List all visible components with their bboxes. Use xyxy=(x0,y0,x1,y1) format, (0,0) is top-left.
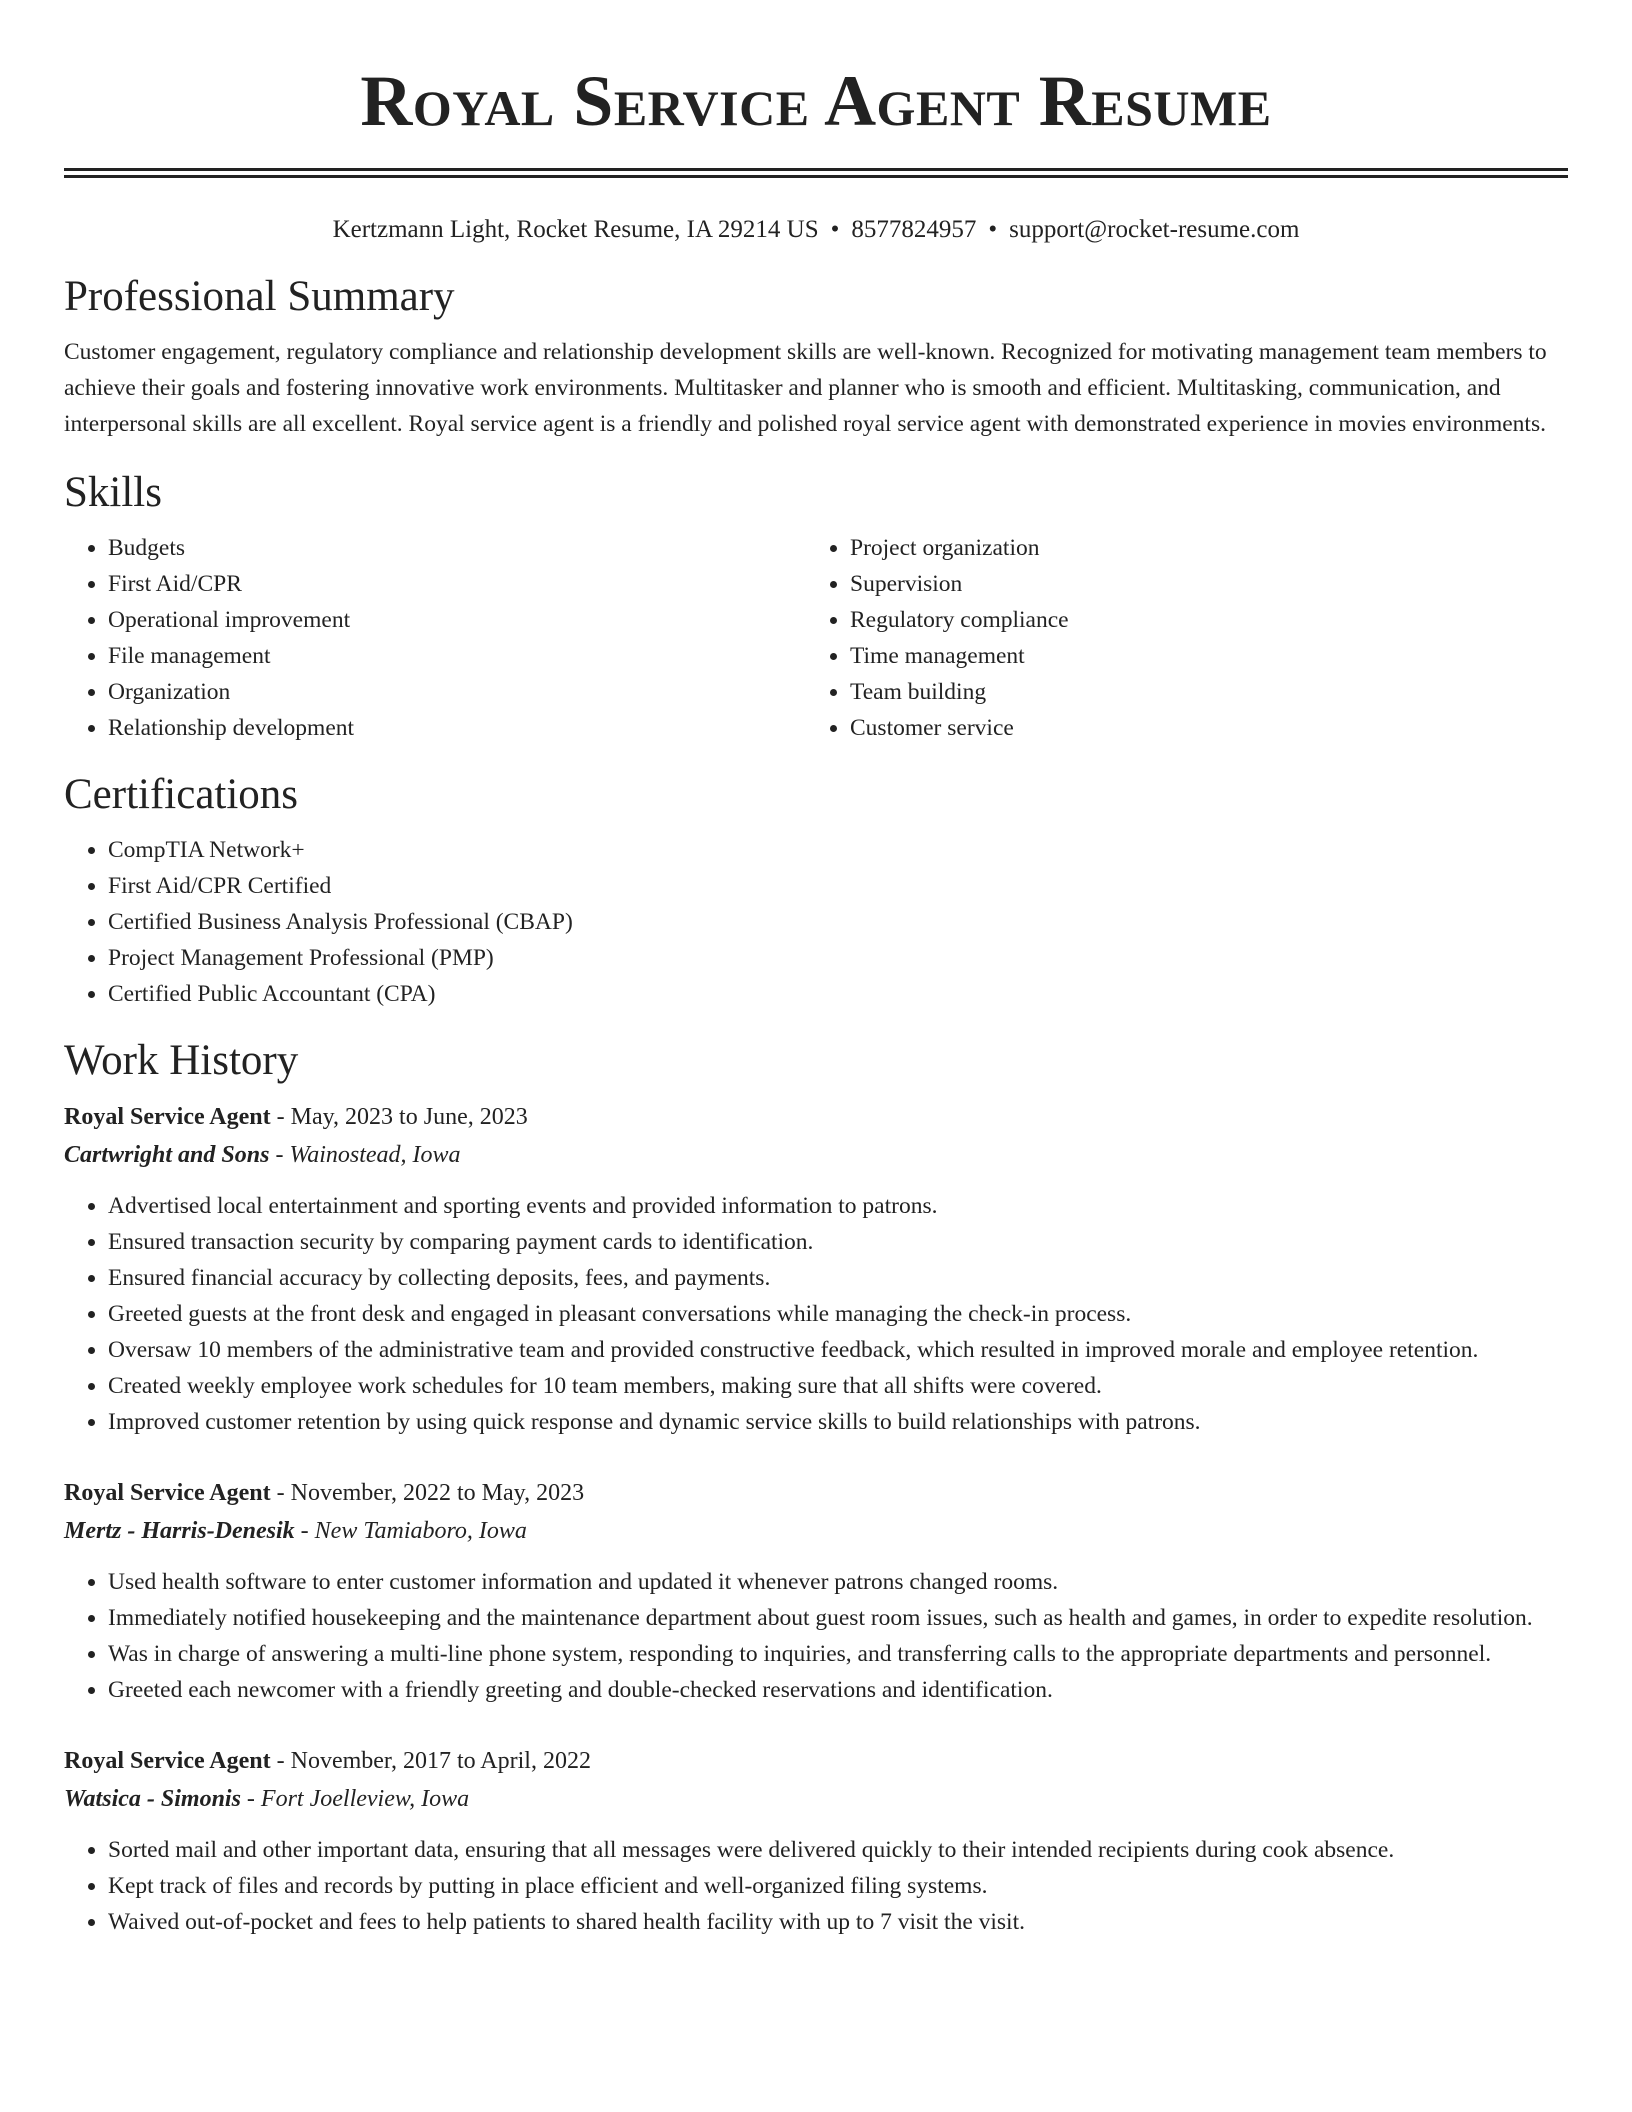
job-title: Royal Service Agent xyxy=(64,1104,271,1130)
skill-item: • Regulatory compliance xyxy=(850,602,1548,638)
job-company-line xyxy=(64,1512,1568,1550)
contact-phone: 8577824957 xyxy=(851,216,977,243)
skills-grid xyxy=(64,530,1568,746)
contact-separator: • xyxy=(830,216,840,243)
certification-item: • Certified Public Accountant (CPA) xyxy=(108,976,1568,1012)
job-title: Royal Service Agent xyxy=(64,1748,271,1774)
job-bullets xyxy=(64,1832,1568,1940)
job-dash: - xyxy=(270,1748,291,1774)
job-entry xyxy=(64,1742,1568,1940)
resume-page xyxy=(64,0,1568,1940)
job-company-line xyxy=(64,1136,1568,1174)
contact-line xyxy=(64,214,1568,246)
job-title-line xyxy=(64,1742,1568,1780)
job-bullet: • Kept track of files and records by putting in place efficient and well-organized filing systems. xyxy=(108,1868,1568,1904)
job-dash: - xyxy=(270,1104,291,1130)
job-bullet: • Created weekly employee work schedules for 10 team members, making sure that all shifts were covered. xyxy=(108,1368,1568,1404)
job-location: New Tamiaboro, Iowa xyxy=(314,1518,527,1544)
job-dates: May, 2023 to June, 2023 xyxy=(290,1104,528,1130)
job-bullet: • Used health software to enter customer information and updated it whenever patrons changed rooms. xyxy=(108,1564,1568,1600)
job-bullet: • Improved customer retention by using quick response and dynamic service skills to build relationships with patrons. xyxy=(108,1404,1568,1440)
contact-address: Kertzmann Light, Rocket Resume, IA 29214 US xyxy=(332,216,819,243)
job-dash: - xyxy=(240,1786,261,1812)
skill-item: • Supervision xyxy=(850,566,1548,602)
certifications-heading: Certifications xyxy=(64,771,299,818)
work-history-heading: Work History xyxy=(64,1037,299,1084)
title-double-rule xyxy=(64,168,1568,178)
skill-item: • Operational improvement xyxy=(108,602,806,638)
job-bullet: • Oversaw 10 members of the administrative team and provided constructive feedback, which resulted in improved morale and employee retention. xyxy=(108,1332,1568,1368)
job-company: Mertz - Harris-Denesik xyxy=(64,1518,295,1544)
resume-title: Royal Service Agent Resume xyxy=(360,61,1272,141)
skill-item: • File management xyxy=(108,638,806,674)
job-location: Wainostead, Iowa xyxy=(289,1142,461,1168)
job-bullet: • Was in charge of answering a multi-line phone system, responding to inquiries, and transferring calls to the appropriate departments and personnel. xyxy=(108,1636,1568,1672)
job-company-line xyxy=(64,1780,1568,1818)
job-bullets xyxy=(64,1188,1568,1440)
job-dates: November, 2022 to May, 2023 xyxy=(290,1480,585,1506)
job-bullet: • Waived out-of-pocket and fees to help patients to shared health facility with up to 7 visit the visit. xyxy=(108,1904,1568,1940)
job-bullet: • Greeted each newcomer with a friendly greeting and double-checked reservations and identification. xyxy=(108,1672,1568,1708)
job-location: Fort Joelleview, Iowa xyxy=(260,1786,470,1812)
job-title: Royal Service Agent xyxy=(64,1480,271,1506)
summary-heading: Professional Summary xyxy=(64,273,455,320)
certifications-list xyxy=(64,832,1568,1012)
job-dates: November, 2017 to April, 2022 xyxy=(290,1748,591,1774)
certification-item: • CompTIA Network+ xyxy=(108,832,1568,868)
certification-item: • Certified Business Analysis Professional (CBAP) xyxy=(108,904,1568,940)
skill-item: • Customer service xyxy=(850,710,1548,746)
job-dash: - xyxy=(294,1518,315,1544)
contact-email: support@rocket-resume.com xyxy=(1009,216,1300,243)
job-bullet: • Greeted guests at the front desk and engaged in pleasant conversations while managing the check-in process. xyxy=(108,1296,1568,1332)
job-title-line xyxy=(64,1474,1568,1512)
skill-item: • Project organization xyxy=(850,530,1548,566)
job-bullet: • Ensured transaction security by comparing payment cards to identification. xyxy=(108,1224,1568,1260)
job-bullet: • Advertised local entertainment and sporting events and provided information to patrons. xyxy=(108,1188,1568,1224)
job-bullets xyxy=(64,1564,1568,1708)
job-bullet: • Ensured financial accuracy by collecting deposits, fees, and payments. xyxy=(108,1260,1568,1296)
skill-item: • Team building xyxy=(850,674,1548,710)
skill-item: • Time management xyxy=(850,638,1548,674)
skill-item: • Relationship development xyxy=(108,710,806,746)
skill-item: • Budgets xyxy=(108,530,806,566)
job-bullet: • Immediately notified housekeeping and the maintenance department about guest room issues, such as health and games, in order to expedite resolution. xyxy=(108,1600,1568,1636)
job-dash: - xyxy=(270,1480,291,1506)
job-entry xyxy=(64,1098,1568,1440)
certification-item: • First Aid/CPR Certified xyxy=(108,868,1568,904)
skill-item: • First Aid/CPR xyxy=(108,566,806,602)
job-entry xyxy=(64,1474,1568,1708)
job-company: Watsica - Simonis xyxy=(64,1786,241,1812)
summary-text: Customer engagement, regulatory compliance and relationship development skills are well-known. Recognized for motivating management team members to achieve their goals and fostering innovative work environments. Multitasker and planner who is smooth and efficient. Multitasking, communication, and interpersonal skills are all excellent. Royal service agent is a friendly and polished royal service agent with demonstrated experience in movies environments. xyxy=(64,339,1547,437)
skills-heading: Skills xyxy=(64,469,162,516)
job-bullet: • Sorted mail and other important data, ensuring that all messages were delivered quickly to their intended recipients during cook absence. xyxy=(108,1832,1568,1868)
job-dash: - xyxy=(269,1142,290,1168)
job-title-line xyxy=(64,1098,1568,1136)
skills-column-left xyxy=(64,530,806,746)
certification-item: • Project Management Professional (PMP) xyxy=(108,940,1568,976)
job-company: Cartwright and Sons xyxy=(64,1142,270,1168)
skill-item: • Organization xyxy=(108,674,806,710)
skills-column-right xyxy=(806,530,1548,746)
contact-separator: • xyxy=(988,216,998,243)
